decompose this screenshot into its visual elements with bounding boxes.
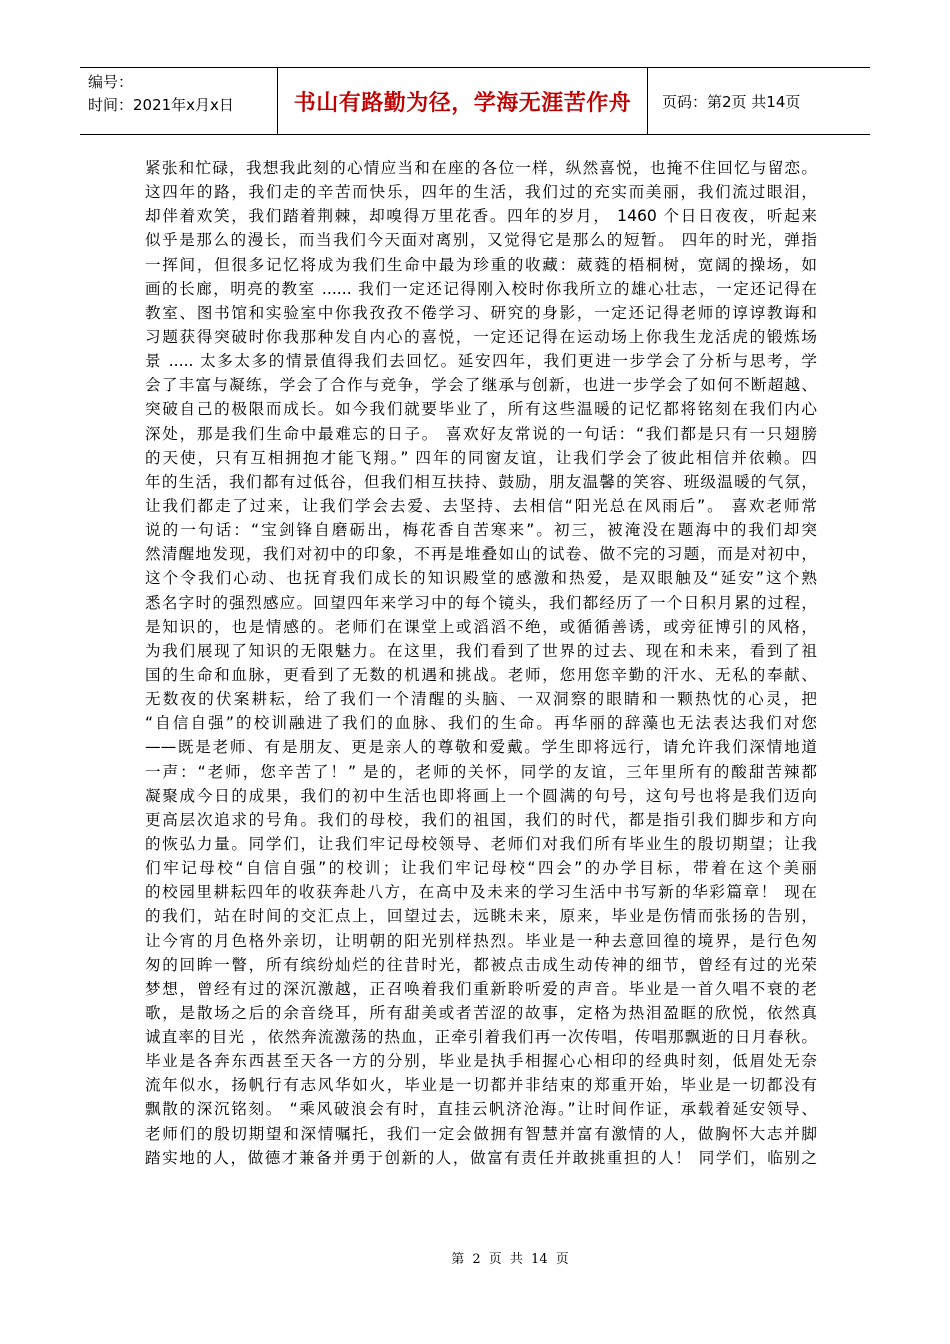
body-line: 年的生活，我们都有过低谷，但我们相互扶持、鼓励，朋友温馨的笑容、班级温暖的气氛，: [145, 472, 817, 491]
body-line: 突破自己的极限而成长。如今我们就要毕业了，所有这些温暖的记忆都将铭刻在我们内心: [145, 400, 817, 419]
header-motto-cell: [278, 68, 648, 134]
header-page-info: 页码：第2页 共14页: [662, 92, 801, 111]
body-line: 景 ..... 太多太多的情景值得我们去回忆。延安四年，我们更进一步学会了分析与思考，学: [145, 352, 817, 371]
body-line: 似乎是那么的漫长，而当我们今天面对离别，又觉得它是那么的短暂。 四年的时光，弹指: [145, 231, 817, 250]
body-line: 们牢记母校“自信自强”的校训；让我们牢记母校“四会”的办学目标，带着在这个美丽: [145, 859, 817, 878]
body-line: 画的长廊，明亮的教室 ...... 我们一定还记得刚入校时你我所立的雄心壮志，一定还记得在: [145, 279, 817, 298]
body-line: 然清醒地发现，我们对初中的印象，不再是堆叠如山的试卷、做不完的习题，而是对初中，: [145, 545, 817, 564]
body-line: “自信自强”的校训融进了我们的血脉、我们的生命。再华丽的辞藻也无法表达我们对您: [145, 714, 817, 733]
header-page-cell: [648, 68, 870, 134]
page-header: [80, 67, 870, 135]
body-line: 却伴着欢笑，我们踏着荆棘，却嗅得万里花香。四年的岁月， 1460 个日日夜夜，听起来: [145, 207, 817, 226]
document-date: 时间：2021年x月x日: [88, 96, 234, 114]
body-line: 流年似水，扬帆行有志风华如火，毕业是一切都并非结束的郑重开始，毕业是一切都没有: [145, 1076, 817, 1095]
body-line: 这个令我们心动、也抚育我们成长的知识殿堂的感激和热爱，是双眼触及“延安”这个熟: [145, 569, 817, 588]
body-line: 习题获得突破时你我那种发自内心的喜悦，一定还记得在运动场上你我生龙活虎的锻炼场: [145, 327, 817, 346]
body-line: 毕业是各奔东西甚至天各一方的分别，毕业是执手相握心心相印的经典时刻，低眉处无奈: [145, 1052, 817, 1071]
page-footer: [0, 1248, 950, 1267]
body-line: 的天使，只有互相拥抱才能飞翔。” 四年的同窗友谊，让我们学会了彼此相信并依赖。四: [145, 448, 817, 467]
body-line: 匆的回眸一瞥，所有缤纷灿烂的往昔时光，都被点击成生动传神的细节，曾经有过的光荣: [145, 955, 817, 974]
body-line: 这四年的路，我们走的辛苦而快乐，四年的生活，我们过的充实而美丽，我们流过眼泪，: [145, 183, 817, 202]
body-line: 飘散的深沉铭刻。 “乘风破浪会有时，直挂云帆济沧海。”让时间作证，承载着延安领导、: [145, 1100, 817, 1119]
body-line: ——既是老师、有是朋友、更是亲人的尊敬和爱戴。学生即将远行，请允许我们深情地道: [145, 738, 817, 757]
document-number-label: 编号：: [88, 73, 134, 91]
body-line: 梦想，曾经有过的深沉激越，正召唤着我们重新聆听爱的声音。毕业是一首久唱不衰的老: [145, 979, 817, 998]
body-line: 深处，那是我们生命中最难忘的日子。 喜欢好友常说的一句话：“我们都是只有一只翅膀: [145, 424, 817, 443]
body-line: 的恢弘力量。同学们，让我们牢记母校领导、老师们对我们所有毕业生的殷切期望；让我: [145, 834, 817, 853]
body-text: [145, 156, 817, 1170]
body-line: 会了丰富与凝练，学会了合作与竞争，学会了继承与创新，也进一步学会了如何不断超越、: [145, 376, 817, 395]
footer-page-number: 第 2 页 共 14 页: [451, 1252, 569, 1267]
body-line: 为我们展现了知识的无限魅力。在这里，我们看到了世界的过去、现在和未来，看到了祖: [145, 641, 817, 660]
body-line: 的我们，站在时间的交汇点上，回望过去，远眺未来，原来，毕业是伤情而张扬的告别，: [145, 907, 817, 926]
body-line: 国的生命和血脉，更看到了无数的机遇和挑战。老师，您用您辛勤的汗水、无私的奉献、: [145, 665, 817, 684]
body-line: 的校园里耕耘四年的收获奔赴八方，在高中及未来的学习生活中书写新的华彩篇章！ 现在: [145, 883, 817, 902]
body-line: 悉名字时的强烈感应。回望四年来学习中的每个镜头，我们都经历了一个日积月累的过程，: [145, 593, 817, 612]
body-line: 歌，是散场之后的余音绕耳，所有甜美或者苦涩的故事，定格为热泪盈眶的欣悦，依然真: [145, 1003, 817, 1022]
body-line: 说的一句话：“宝剑锋自磨砺出，梅花香自苦寒来”。初三，被淹没在题海中的我们却突: [145, 521, 817, 540]
body-line: 无数夜的伏案耕耘，给了我们一个清醒的头脑、一双洞察的眼睛和一颗热忱的心灵，把: [145, 690, 817, 709]
body-line: 老师们的殷切期望和深情嘱托，我们一定会做拥有智慧并富有激情的人，做胸怀大志并脚: [145, 1124, 817, 1143]
body-line: 让我们都走了过来，让我们学会去爱、去坚持、去相信“阳光总在风雨后”。 喜欢老师常: [145, 496, 817, 515]
body-line: 一挥间，但很多记忆将成为我们生命中最为珍重的收藏：葳蕤的梧桐树，宽阔的操场，如: [145, 255, 817, 274]
body-line: 一声：“老师，您辛苦了！” 是的，老师的关怀，同学的友谊，三年里所有的酸甜苦辣都: [145, 762, 817, 781]
body-line: 紧张和忙碌，我想我此刻的心情应当和在座的各位一样，纵然喜悦，也掩不住回忆与留恋。: [145, 159, 817, 177]
body-line: 诚直率的目光 ，依然奔流激荡的热血，正牵引着我们再一次传唱，传唱那飘逝的日月春秋。: [145, 1028, 817, 1047]
header-motto: 书山有路勤为径，学海无涯苦作舟: [293, 90, 632, 116]
body-line: 是知识的，也是情感的。老师们在课堂上或滔滔不绝，或循循善诱，或旁征博引的风格，: [145, 617, 817, 636]
body-line: 教室、图书馆和实验室中你我孜孜不倦学习、研究的身影，一定还记得老师的谆谆教诲和: [145, 303, 817, 322]
body-line: 踏实地的人，做德才兼备并勇于创新的人，做富有责任并敢挑重担的人！ 同学们，临别之: [145, 1148, 817, 1167]
body-line: 凝聚成今日的成果，我们的初中生活也即将画上一个圆满的句号，这句号也将是我们迈向: [145, 786, 817, 805]
body-line: 更高层次追求的号角。我们的母校，我们的祖国，我们的时代，都是指引我们脚步和方向: [145, 810, 817, 829]
header-meta-cell: [80, 68, 278, 134]
body-line: 让今宵的月色格外亲切，让明朝的阳光别样热烈。毕业是一种去意回徨的境界，是行色匆: [145, 931, 817, 950]
